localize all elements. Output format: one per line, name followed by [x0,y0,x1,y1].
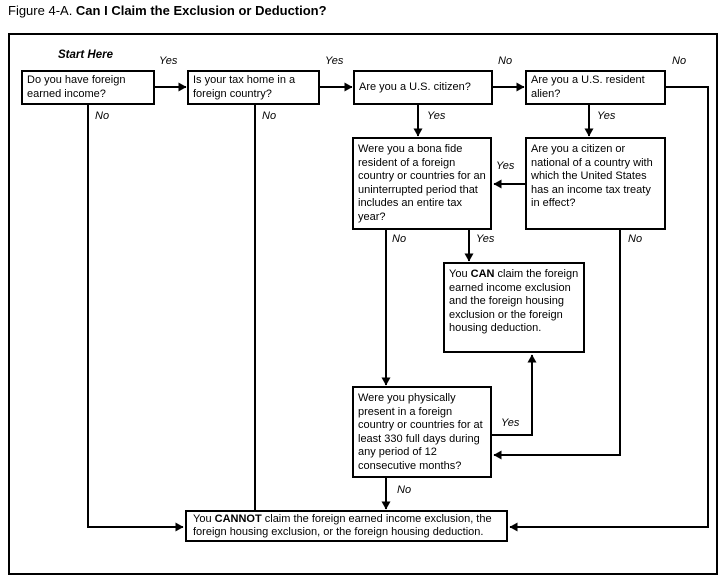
label-taxhome-yes: Yes [325,55,344,67]
node-cannot-claim-text [193,513,500,540]
cannot-claim-bold: CANNOT [214,512,262,525]
figure-title [8,3,327,18]
node-tax-home-text: Is your tax home in a foreign country? [193,74,296,100]
node-tax-treaty [525,137,666,230]
label-bonafide-yes: Yes [476,233,495,245]
cannot-claim-pre: You [193,512,215,525]
cannot-claim-post: claim the foreign earned income exclusion, the foreign housing exclusion, or the foreign housing deduction. [193,512,492,538]
label-alien-no: No [672,55,687,67]
node-bona-fide-resident-text: Were you a bona fide resident of a foreign country or countries for an uninterrupted period that includes an entire tax year? [358,143,486,223]
node-can-claim [443,262,585,353]
start-here-label: Start Here [58,49,113,61]
label-citizen-yes: Yes [427,110,446,122]
node-cannot-claim [185,510,508,542]
label-citizen-no: No [498,55,513,67]
can-claim-post: claim the foreign earned income exclusion and the foreign housing exclusion or the foreign housing deduction. [449,268,579,334]
label-alien-yes: Yes [597,110,616,122]
figure-title-main: Can I Claim the Exclusion or Deduction? [75,3,327,18]
label-present-yes: Yes [501,417,520,429]
label-present-no: No [397,484,412,496]
label-treaty-yes: Yes [496,160,515,172]
node-physical-presence-text: Were you physically present in a foreign country or countries for at least 330 full days during any period of 12 consecutive months? [358,392,483,472]
node-resident-alien-text: Are you a U.S. resident alien? [531,74,645,100]
node-foreign-earned-income-text: Do you have foreign earned income? [27,74,126,100]
node-bona-fide-resident [352,137,492,230]
label-taxhome-no: No [262,110,277,122]
node-resident-alien [525,70,666,105]
node-can-claim-text [449,268,579,336]
label-treaty-no: No [628,233,643,245]
label-bonafide-no: No [392,233,407,245]
label-income-yes: Yes [159,55,178,67]
node-foreign-earned-income [21,70,155,105]
node-us-citizen [353,70,493,105]
can-claim-bold: CAN [470,268,495,280]
figure-title-prefix: Figure 4-A. [8,3,76,18]
node-tax-treaty-text: Are you a citizen or national of a country with which the United States has an income tax treaty in effect? [531,143,653,209]
can-claim-pre: You [449,268,471,280]
node-physical-presence [352,386,492,478]
label-income-no: No [95,110,110,122]
node-tax-home [187,70,320,105]
node-us-citizen-text: Are you a U.S. citizen? [359,80,471,93]
